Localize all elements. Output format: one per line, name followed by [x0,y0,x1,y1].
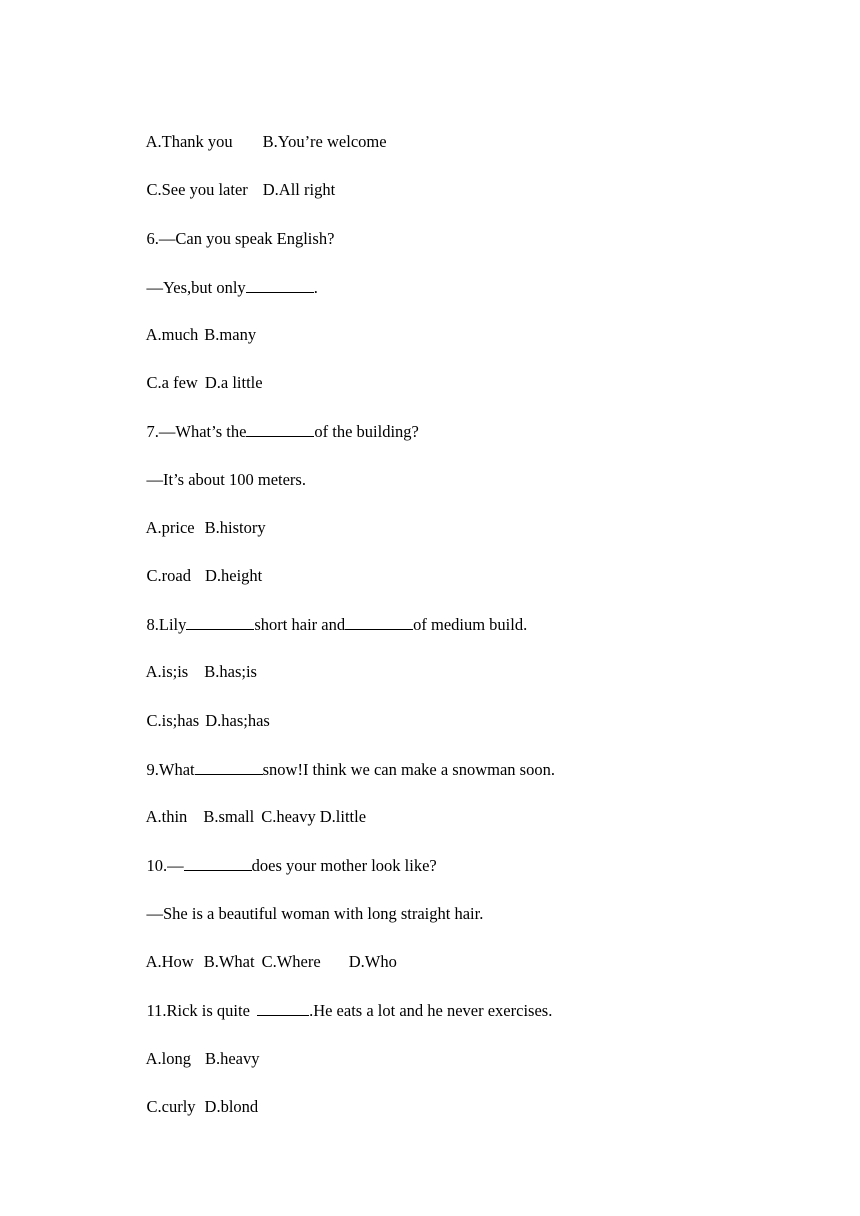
q6-option-d: D.a little [204,373,263,392]
q7-option-a: A.price [145,518,195,537]
q10-reply-text: —She is a beautiful woman with long straight hair. [146,904,484,923]
q10-option-a: A.How [145,952,194,971]
q7-stem-before: 7.—What’s the [146,422,247,441]
q8-stem-part2: short hair and [254,615,346,634]
q11-options-row-2 [130,1077,258,1137]
q10-stem-after: does your mother look like? [251,856,437,875]
q10-answer-blank[interactable] [184,855,252,871]
q7-stem-after: of the building? [314,422,419,441]
q6-option-a: A.much [145,325,199,344]
q10-option-b: B.What [203,952,255,971]
q8-option-d: D.has;has [205,711,270,730]
q9-answer-blank[interactable] [195,759,263,775]
q6-stem-text: 6.—Can you speak English? [146,229,335,248]
q7-answer-blank[interactable] [246,421,314,437]
q6-answer-blank[interactable] [246,277,314,293]
q5-option-a: A.Thank you [145,132,233,151]
q7-reply-text: —It’s about 100 meters. [146,470,306,489]
q8-answer-blank-1[interactable] [186,614,254,630]
q6-option-b: B.many [204,325,257,344]
q9-option-a: A.thin [145,807,188,826]
q7-option-d: D.height [204,566,263,585]
q5-option-b: B.You’re welcome [262,132,387,151]
q10-option-d: D.Who [348,952,397,971]
q6-option-c: C.a few [146,373,198,392]
q11-option-b: B.heavy [204,1049,260,1068]
q9-stem-after: snow!I think we can make a snowman soon. [262,760,555,779]
q11-option-d: D.blond [204,1097,259,1116]
q11-option-c: C.curly [146,1097,196,1116]
q9-option-c: C.heavy [261,807,316,826]
q11-stem-after: .He eats a lot and he never exercises. [309,1001,553,1020]
q10-option-c: C.Where [261,952,321,971]
q8-answer-blank-2[interactable] [345,614,413,630]
q8-option-b: B.has;is [204,662,257,681]
q5-option-d: D.All right [262,180,336,199]
q8-option-a: A.is;is [145,662,189,681]
q6-reply-before: —Yes,but only [146,278,246,297]
q8-stem-part1: 8.Lily [146,615,187,634]
q8-stem-part3: of medium build. [413,615,528,634]
q5-option-c: C.See you later [146,180,248,199]
q11-answer-blank[interactable] [257,1000,309,1016]
q8-option-c: C.is;has [146,711,200,730]
q11-stem-before: 11.Rick is quite [146,1001,255,1020]
q9-stem-before: 9.What [146,760,195,779]
q11-option-a: A.long [145,1049,191,1068]
q9-option-d: D.little [319,807,367,826]
q7-option-c: C.road [146,566,191,585]
q10-stem-before: 10.— [146,856,184,875]
q6-reply-after: . [313,278,318,297]
q7-option-b: B.history [204,518,266,537]
q9-option-b: B.small [203,807,255,826]
